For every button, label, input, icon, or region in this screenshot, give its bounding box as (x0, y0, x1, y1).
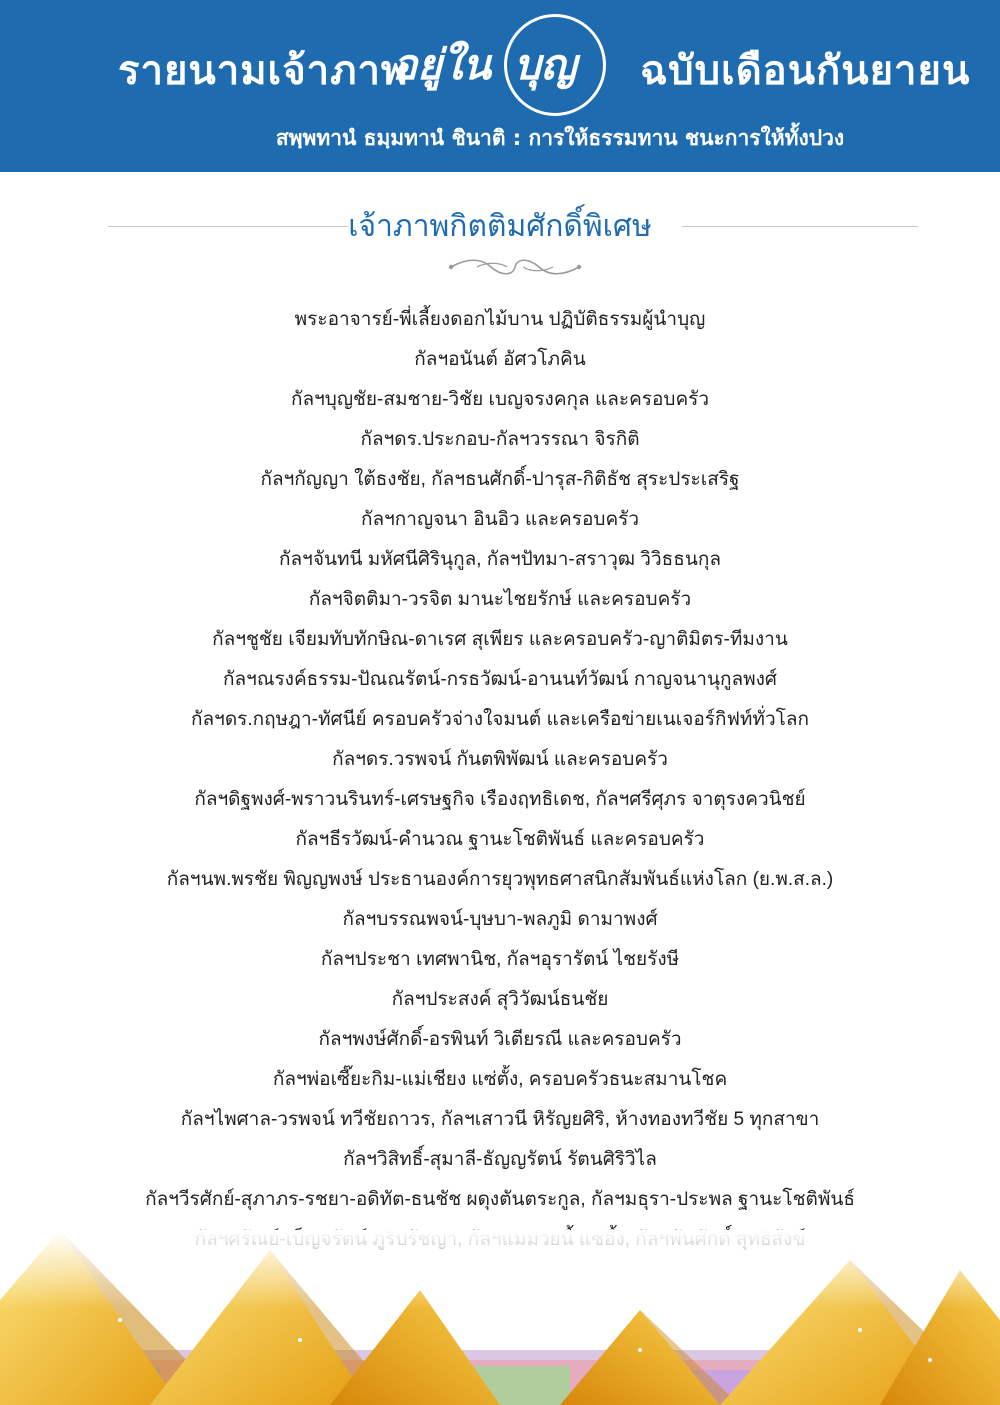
header-banner (0, 0, 1000, 172)
sponsor-name-line: กัลฯชูชัย เจียมทับทักษิณ-ดาเรศ สุเพียร และครอบครัว-ญาติมิตร-ทีมงาน (212, 629, 788, 650)
sponsor-name-list (0, 300, 1000, 1260)
sponsor-name-line: กัลฯดร.วรพจน์ กันตพิพัฒน์ และครอบครัว (332, 749, 668, 770)
sponsor-name-line: กัลฯดิฐพงศ์-พราวนรินทร์-เศรษฐกิจ เรืองฤทธิเดช, กัลฯศรีศุภร จาตุรงควนิชย์ (194, 789, 806, 810)
header-subtitle: สพฺพทานํ ธมฺมทานํ ชินาติ : การให้ธรรมทาน ชนะการให้ทั้งปวง (275, 126, 845, 150)
sponsor-name-line: กัลฯประชา เทศพานิช, กัลฯอุรารัตน์ ไชยรังษี (320, 949, 680, 970)
section-title: เจ้าภาพกิตติมศักดิ์พิเศษ (348, 209, 652, 244)
sponsor-name-line: พระอาจารย์-พี่เลี้ยงดอกไม้บาน ปฏิบัติธรรมผู้นำบุญ (294, 309, 706, 330)
sponsor-name-line: กัลฯกัญญา ใต้ธงชัย, กัลฯธนศักดิ์-ปารุส-กิติธัช สุระประเสริฐ (260, 469, 740, 490)
sponsor-name-line: กัลฯบุญชัย-สมชาย-วิชัย เบญจรงคกุล และครอบครัว (290, 389, 710, 410)
ornament-flourish-icon (447, 256, 583, 278)
sponsor-name-line: กัลฯณรงค์ธรรม-ปัณณรัตน์-กรธวัฒน์-อานนท์วัฒน์ กาญจนานุกูลพงศ์ (223, 669, 777, 690)
sponsor-name-line: กัลฯนพ.พรชัย พิญญพงษ์ ประธานองค์การยุวพุทธศาสนิกสัมพันธ์แห่งโลก (ย.พ.ส.ล.) (166, 869, 834, 890)
header-title-left: รายนามเจ้าภาพ (118, 48, 409, 94)
sponsor-name-line: กัลฯจิตติมา-วรจิต มานะไชยรักษ์ และครอบครัว (308, 589, 692, 610)
sponsor-name-line: กัลฯวีรศักย์-สุภาภร-รชยา-อดิทัต-ธนชัช ผดุงตันตระกูล, กัลฯมธุรา-ประพล ฐานะโชติพันธ์ (145, 1189, 855, 1210)
sponsor-name-line: กัลฯพ่อเซี๊ยะกิม-แม่เชียง แซ่ตั้ง, ครอบครัวธนะสมานโชค (272, 1069, 728, 1090)
divider-right (682, 226, 918, 227)
sponsor-name-line: กัลฯไพศาล-วรพจน์ ทวีชัยถาวร, กัลฯเสาวนี หิรัญยศิริ, ห้างทองทวีชัย 5 ทุกสาขา (180, 1109, 820, 1130)
sponsor-name-line: กัลฯบรรณพจน์-บุษบา-พลภูมิ ดามาพงศ์ (342, 909, 658, 930)
magazine-logo (386, 14, 618, 114)
sponsor-name-line: กัลฯดร.กฤษฎา-ทัศนีย์ ครอบครัวจ่างใจมนต์ และเครือข่ายเนเจอร์กิฟท์ทั่วโลก (191, 709, 809, 730)
sponsor-name-line: กัลฯวิสิทธิ์-สุมาลี-ธัญญรัตน์ รัตนศิริวิไล (343, 1149, 657, 1170)
header-title-right: ฉบับเดือนกันยายน (640, 48, 971, 94)
sponsor-name-line: กัลฯธีรวัฒน์-คำนวณ ฐานะโชติพันธ์ และครอบครัว (295, 829, 705, 850)
logo-text-2: บุญ (514, 40, 577, 89)
logo-text-1: อยู่ใน (392, 40, 492, 89)
sponsor-name-line: กัลฯจันทนี มหัศนีศิรินุกูล, กัลฯปัทมา-สราวุฒ วิวิธธนกุล (279, 549, 721, 570)
sponsor-name-line: กัลฯกาญจนา อินอิว และครอบครัว (360, 509, 640, 530)
sponsor-name-line: กัลฯอนันต์ อัศวโภคิน (414, 349, 586, 370)
sponsor-name-line: กัลฯดร.ประกอบ-กัลฯวรรณา จิรกิติ (360, 429, 640, 450)
sponsor-name-line: กัลฯพงษ์ศักดิ์-อรพินท์ วิเตียรณี และครอบครัว (318, 1029, 682, 1050)
sponsor-name-line: กัลฯประสงค์ สุวิวัฒน์ธนชัย (391, 989, 609, 1010)
golden-pyramids-decoration (0, 1230, 1000, 1405)
